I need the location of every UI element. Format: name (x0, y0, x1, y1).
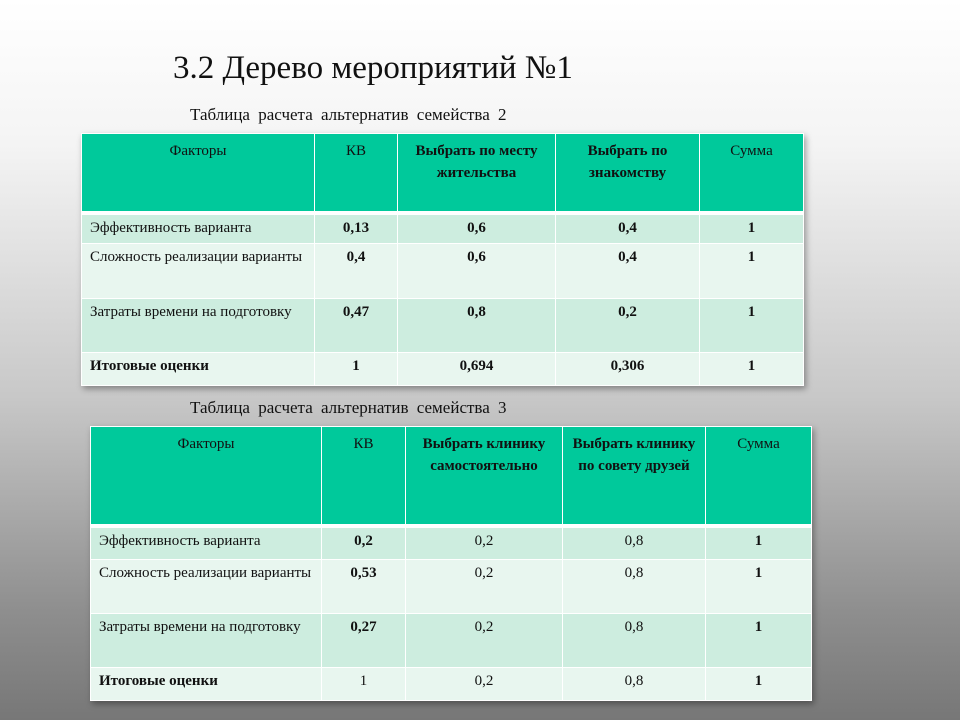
cell-kv: 0,27 (322, 614, 406, 668)
cell-option-2: 0,8 (563, 668, 706, 701)
cell-sum: 1 (706, 526, 812, 560)
cell-factor: Итоговые оценки (82, 353, 315, 386)
cell-option-1: 0,2 (406, 614, 563, 668)
table-family-3 (90, 426, 812, 701)
cell-sum: 1 (706, 668, 812, 701)
cell-kv: 0,4 (315, 244, 398, 299)
cell-factor: Эффективность варианта (82, 213, 315, 244)
header-option-2: Выбрать по знакомству (556, 134, 700, 213)
cell-kv: 0,13 (315, 213, 398, 244)
table-row (91, 526, 812, 560)
cell-factor: Сложность реализации варианты (91, 560, 322, 614)
cell-option-2: 0,8 (563, 560, 706, 614)
cell-option-1: 0,6 (398, 213, 556, 244)
cell-factor: Сложность реализации варианты (82, 244, 315, 299)
cell-sum: 1 (700, 244, 804, 299)
cell-kv: 1 (315, 353, 398, 386)
header-option-1: Выбрать по месту жительства (398, 134, 556, 213)
table-header-row (91, 427, 812, 526)
cell-option-1: 0,694 (398, 353, 556, 386)
cell-kv: 0,47 (315, 299, 398, 353)
cell-option-1: 0,2 (406, 526, 563, 560)
cell-factor: Итоговые оценки (91, 668, 322, 701)
table-row-total (82, 353, 804, 386)
table-row (91, 614, 812, 668)
header-sum: Сумма (706, 427, 812, 526)
cell-option-2: 0,4 (556, 213, 700, 244)
table2-caption: Таблица расчета альтернатив семейства 3 (190, 398, 507, 417)
cell-sum: 1 (706, 560, 812, 614)
header-factors: Факторы (91, 427, 322, 526)
cell-sum: 1 (700, 299, 804, 353)
cell-factor: Эффективность варианта (91, 526, 322, 560)
cell-kv: 1 (322, 668, 406, 701)
cell-option-1: 0,8 (398, 299, 556, 353)
header-option-2: Выбрать клинику по совету друзей (563, 427, 706, 526)
table-header-row (82, 134, 804, 213)
table-row (82, 213, 804, 244)
cell-kv: 0,2 (322, 526, 406, 560)
header-kv: КВ (315, 134, 398, 213)
slide-title: 3.2 Дерево мероприятий №1 (173, 50, 573, 86)
cell-factor: Затраты времени на подготовку (91, 614, 322, 668)
cell-factor: Затраты времени на подготовку (82, 299, 315, 353)
cell-option-2: 0,306 (556, 353, 700, 386)
cell-option-1: 0,2 (406, 560, 563, 614)
cell-option-2: 0,2 (556, 299, 700, 353)
header-factors: Факторы (82, 134, 315, 213)
table-family-2 (81, 133, 804, 386)
table-row (82, 244, 804, 299)
table-row (91, 560, 812, 614)
header-sum: Сумма (700, 134, 804, 213)
cell-option-2: 0,8 (563, 526, 706, 560)
cell-kv: 0,53 (322, 560, 406, 614)
cell-sum: 1 (700, 353, 804, 386)
header-kv: КВ (322, 427, 406, 526)
header-option-1: Выбрать клинику самостоятельно (406, 427, 563, 526)
table1-caption: Таблица расчета альтернатив семейства 2 (190, 105, 507, 124)
table-row (82, 299, 804, 353)
cell-option-2: 0,8 (563, 614, 706, 668)
cell-sum: 1 (706, 614, 812, 668)
cell-option-2: 0,4 (556, 244, 700, 299)
cell-sum: 1 (700, 213, 804, 244)
cell-option-1: 0,6 (398, 244, 556, 299)
table-row-total (91, 668, 812, 701)
cell-option-1: 0,2 (406, 668, 563, 701)
